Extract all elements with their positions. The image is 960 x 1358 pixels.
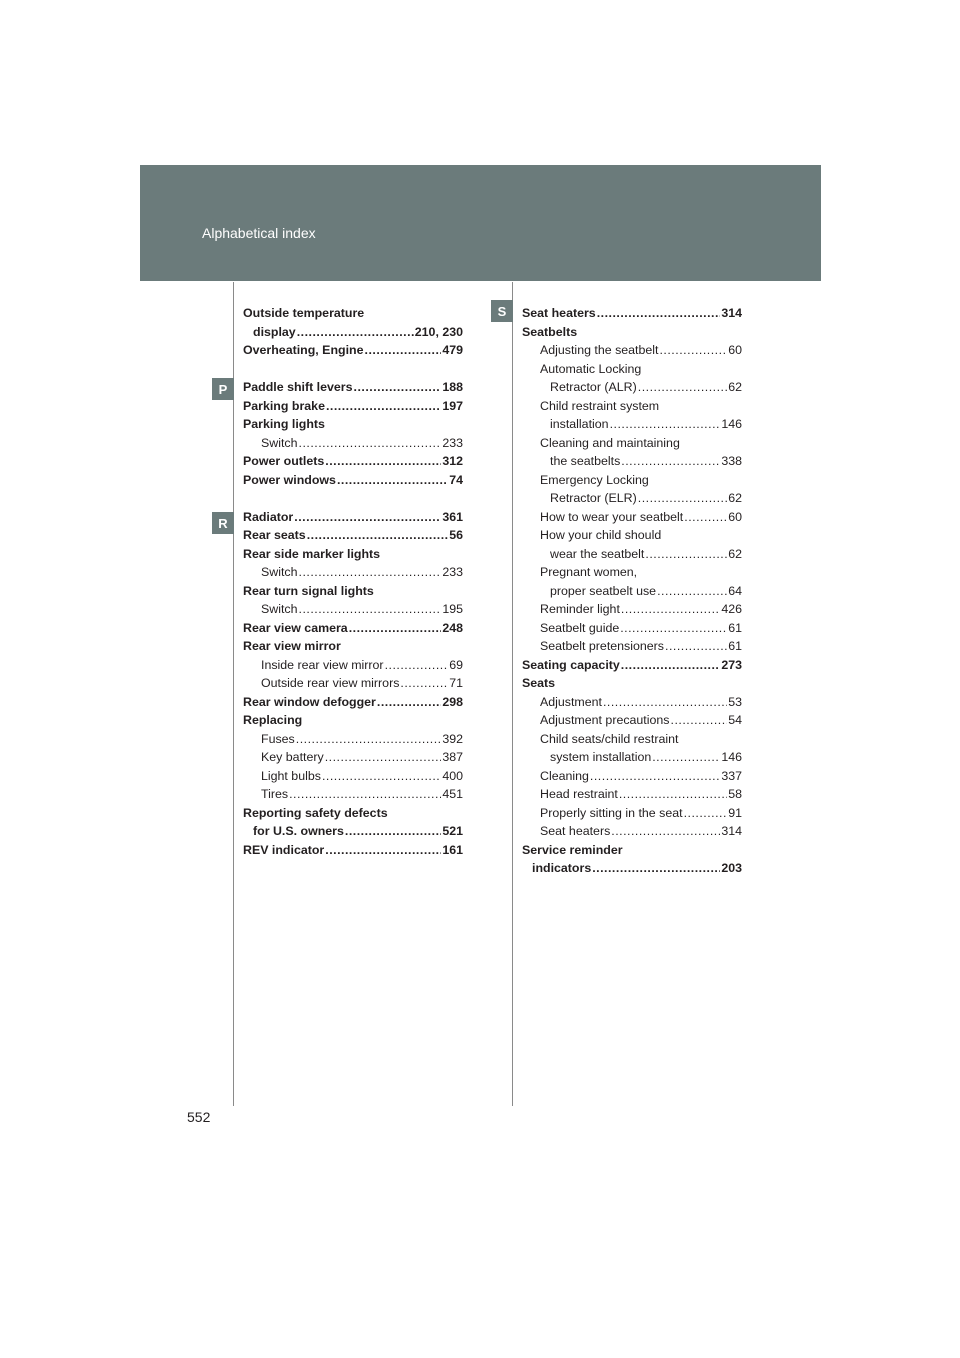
index-entry: Reporting safety defects: [243, 805, 388, 820]
index-subentry: proper seatbelt use ..... 64: [522, 582, 742, 601]
index-entry: Power windows ..... 74: [243, 471, 463, 490]
index-subentry: Adjustment ..... 53: [522, 693, 742, 712]
index-subentry: Pregnant women,: [540, 565, 638, 579]
column-divider-left: [233, 282, 234, 1106]
index-subentry: Child restraint system: [540, 398, 660, 413]
index-entry: for U.S. owners ..... 521: [243, 822, 463, 841]
index-subentry: Switch ..... 233: [243, 434, 463, 453]
index-subentry: installation ..... 146: [522, 415, 742, 434]
index-entry: Rear view mirror: [243, 639, 341, 653]
page-number: 552: [187, 1109, 211, 1125]
index-entry: Paddle shift levers ..... 188: [243, 378, 463, 397]
index-entry: Rear seats ..... 56: [243, 526, 463, 545]
index-entry: Overheating, Engine ..... 479: [243, 341, 463, 360]
index-entry: Rear side marker lights: [243, 546, 381, 561]
letter-tab-s: S: [491, 300, 513, 322]
index-entry: display ..... 210, 230: [243, 323, 463, 342]
index-entry: Parking brake ..... 197: [243, 397, 463, 416]
index-subentry: Cleaning and maintaining: [540, 435, 680, 450]
index-subentry: Emergency Locking: [540, 472, 649, 487]
index-subentry: Head restraint ..... 58: [522, 785, 742, 804]
letter-tab-r: R: [212, 512, 234, 534]
index-subentry: Child seats/child restraint: [540, 731, 679, 746]
index-entry: Seatbelts: [522, 324, 578, 339]
index-subentry: Tires ..... 451: [243, 785, 463, 804]
column-divider-middle: [512, 282, 513, 1106]
index-subentry: Seat heaters ..... 314: [522, 822, 742, 841]
letter-tab-p: P: [212, 378, 234, 400]
index-subentry: Adjustment precautions ..... 54: [522, 711, 742, 730]
index-entry: indicators ..... 203: [522, 859, 742, 878]
index-subentry: Retractor (ALR) ..... 62: [522, 378, 742, 397]
index-subentry: Reminder light ..... 426: [522, 600, 742, 619]
index-subentry: Fuses ..... 392: [243, 730, 463, 749]
index-subentry: How your child should: [540, 528, 662, 542]
index-entry: Radiator ..... 361: [243, 508, 463, 527]
index-column-2: [522, 304, 742, 878]
index-subentry: Switch ..... 233: [243, 563, 463, 582]
index-column-1: [243, 304, 463, 859]
index-subentry: Seatbelt pretensioners ..... 61: [522, 637, 742, 656]
index-subentry: Cleaning ..... 337: [522, 767, 742, 786]
index-subentry: Key battery ..... 387: [243, 748, 463, 767]
index-subentry: Seatbelt guide ..... 61: [522, 619, 742, 638]
index-subentry: Retractor (ELR) ..... 62: [522, 489, 742, 508]
index-entry: Seats: [522, 676, 556, 690]
index-subentry: Light bulbs ..... 400: [243, 767, 463, 786]
index-subentry: Switch ..... 195: [243, 600, 463, 619]
index-entry: Seat heaters ..... 314: [522, 304, 742, 323]
index-subentry: Automatic Locking: [540, 361, 642, 376]
page-header: [140, 165, 821, 281]
index-entry: Rear view camera ..... 248: [243, 619, 463, 638]
index-entry: Rear turn signal lights: [243, 583, 374, 598]
index-entry: Power outlets ..... 312: [243, 452, 463, 471]
index-subentry: Properly sitting in the seat ..... 91: [522, 804, 742, 823]
section-title: Alphabetical index: [202, 225, 316, 241]
index-subentry: How to wear your seatbelt ..... 60: [522, 508, 742, 527]
index-entry: Replacing: [243, 713, 303, 727]
index-subentry: wear the seatbelt ..... 62: [522, 545, 742, 564]
index-entry: Seating capacity ..... 273: [522, 656, 742, 675]
index-entry: Outside temperature: [243, 306, 365, 320]
index-entry: Service reminder: [522, 842, 623, 857]
index-subentry: the seatbelts ..... 338: [522, 452, 742, 471]
index-subentry: Outside rear view mirrors ..... 71: [243, 674, 463, 693]
index-entry: Parking lights: [243, 417, 325, 431]
index-subentry: system installation ..... 146: [522, 748, 742, 767]
index-entry: Rear window defogger ..... 298: [243, 693, 463, 712]
index-subentry: Inside rear view mirror ..... 69: [243, 656, 463, 675]
index-subentry: Adjusting the seatbelt ..... 60: [522, 341, 742, 360]
index-entry: REV indicator ..... 161: [243, 841, 463, 860]
